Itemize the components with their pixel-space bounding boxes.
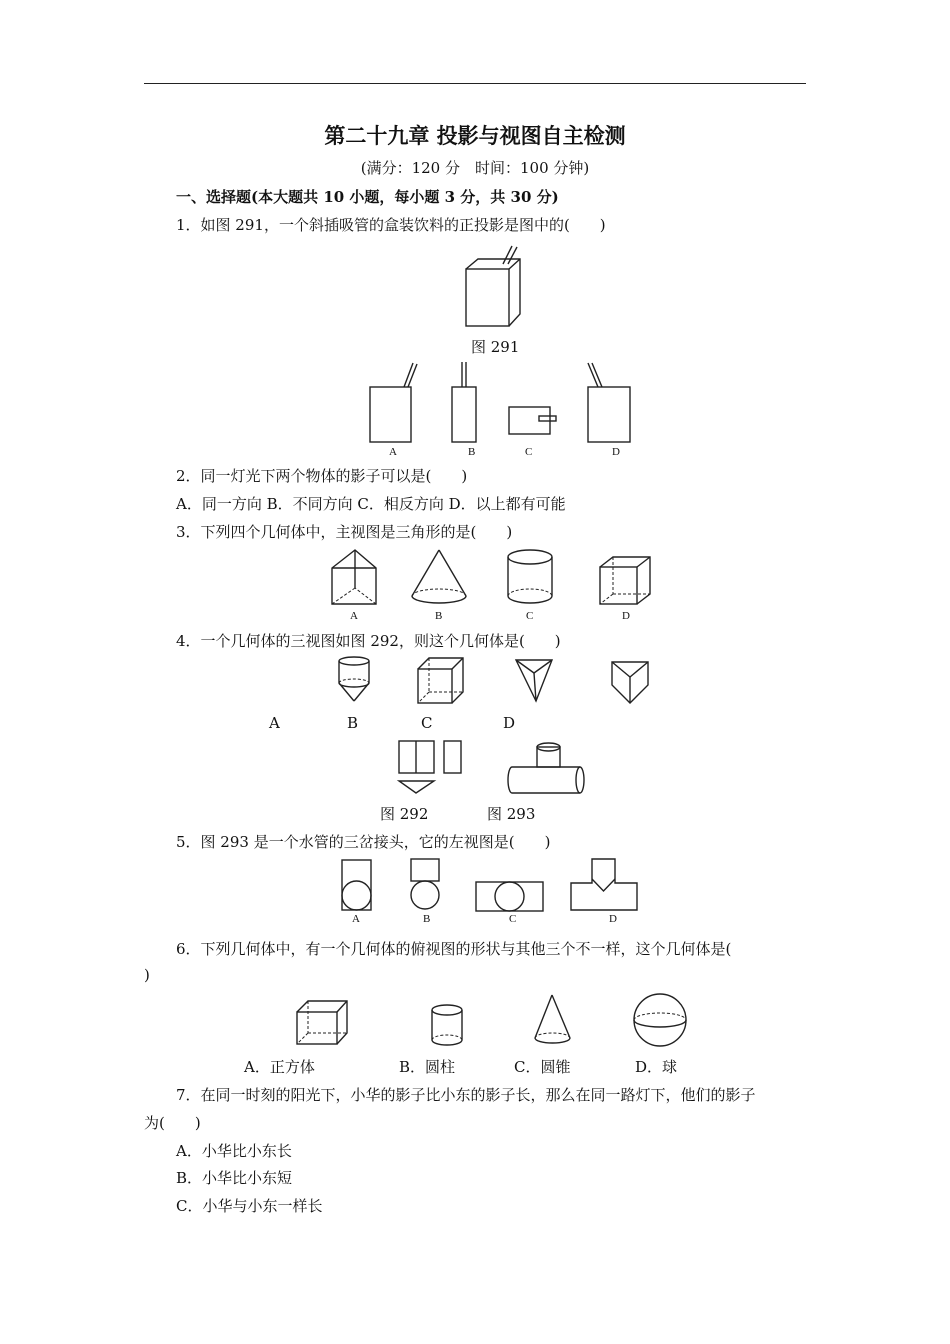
q4-option-a-label: A (269, 714, 280, 732)
q6-option-c-label: C．圆锥 (514, 1058, 571, 1076)
q6-option-a-cube (294, 998, 352, 1048)
q1-option-a-label: A (389, 446, 397, 458)
section-heading: 一、选择题(本大题共 10 小题，每小题 3 分，共 30 分) (176, 188, 559, 206)
q4-option-b-label: B (347, 714, 359, 732)
q6-option-b-cylinder (428, 1002, 468, 1048)
page-title: 第二十九章 投影与视图自主检测 (324, 123, 626, 148)
q7-text-line2: 为( ) (144, 1114, 201, 1132)
q4-option-d-label: D (503, 714, 516, 732)
q5-option-a-label: A (352, 913, 360, 925)
q3-option-d-cube (597, 554, 653, 606)
q5-option-a-figure (338, 856, 378, 914)
q5-option-c-label: C (509, 913, 517, 925)
fig291-juice-box (460, 244, 530, 329)
q7-option-a: A．小华比小东长 (176, 1142, 292, 1160)
q6-text-line1: 6．下列几何体中，有一个几何体的俯视图的形状与其他三个不一样，这个几何体是( (176, 940, 732, 958)
q5-option-b-figure (406, 856, 446, 914)
q7-option-b: B．小华比小东短 (176, 1169, 293, 1187)
q6-option-d-sphere (630, 992, 690, 1048)
fig292-three-views (396, 738, 466, 798)
q2-options: A．同一方向 B．不同方向 C．相反方向 D．以上都有可能 (176, 495, 566, 513)
fig291-caption: 图 291 (471, 338, 520, 356)
q5-option-c-figure (473, 876, 547, 916)
q6-option-b-label: B．圆柱 (399, 1058, 456, 1076)
q4-option-c-pyramid (512, 655, 556, 705)
q1-option-c-figure (506, 404, 561, 439)
header-rule (144, 83, 806, 84)
q1-text: 1．如图 291，一个斜插吸管的盒装饮料的正投影是图中的( ) (176, 216, 606, 234)
q1-option-a-figure (368, 360, 418, 445)
q3-option-a-label: A (350, 610, 358, 622)
q3-option-d-label: D (622, 610, 630, 622)
q3-option-b-cone (408, 548, 470, 608)
q3-option-a-prism (328, 548, 380, 608)
q7-text-line1: 7．在同一时刻的阳光下，小华的影子比小东的影子长，那么在同一路灯下，他们的影子 (176, 1086, 756, 1104)
q3-text: 3．下列四个几何体中，主视图是三角形的是( ) (176, 523, 513, 541)
q1-option-b-label: B (468, 446, 476, 458)
q7-option-c: C．小华与小东一样长 (176, 1197, 323, 1215)
fig292-caption: 图 292 (380, 805, 429, 823)
q3-option-c-label: C (526, 610, 534, 622)
q3-option-b-label: B (435, 610, 443, 622)
q6-option-d-label: D．球 (635, 1058, 678, 1076)
q5-option-d-figure (568, 856, 642, 916)
fig293-pipe-tee (506, 738, 588, 798)
q6-text-line2: ) (144, 966, 150, 984)
q6-option-c-cone (531, 992, 575, 1048)
q5-option-b-label: B (423, 913, 431, 925)
q4-option-b-cube (415, 655, 467, 707)
q1-option-b-figure (450, 360, 480, 445)
q2-text: 2．同一灯光下两个物体的影子可以是( ) (176, 467, 468, 485)
q1-option-d-figure (584, 360, 634, 445)
q6-option-a-label: A．正方体 (244, 1058, 315, 1076)
q5-option-d-label: D (609, 913, 617, 925)
q4-option-d-triangular-prism (608, 659, 652, 707)
q1-option-c-label: C (525, 446, 533, 458)
q4-option-c-label: C (421, 714, 433, 732)
q1-option-d-label: D (612, 446, 620, 458)
q4-option-a-cylinder-cone (334, 655, 376, 705)
q5-text: 5．图 293 是一个水管的三岔接头，它的左视图是( ) (176, 833, 551, 851)
q4-text: 4．一个几何体的三视图如图 292，则这个几何体是( ) (176, 632, 561, 650)
fig293-caption: 图 293 (487, 805, 536, 823)
q3-option-c-cylinder (504, 548, 556, 608)
page-subtitle: (满分：120 分 时间：100 分钟) (360, 159, 590, 177)
